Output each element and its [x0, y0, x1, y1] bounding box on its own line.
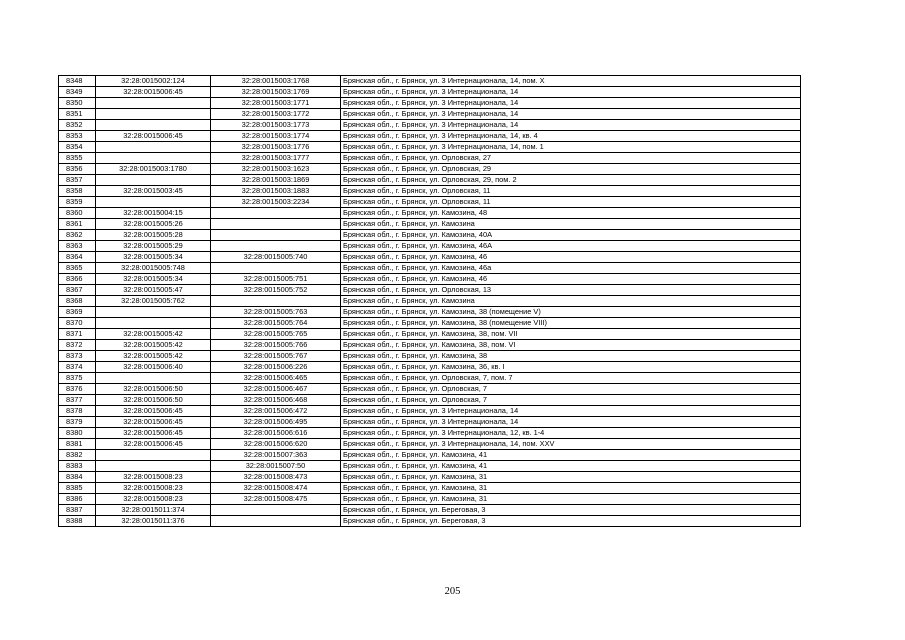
address-cell: Брянская обл., г. Брянск, ул. Камозина, 38, пом. VI: [341, 340, 801, 351]
table-row: [59, 329, 801, 340]
row-number-cell: 8387: [59, 505, 96, 516]
building-cadastral-cell: 32:28:0015005:752: [211, 285, 341, 296]
table-row: [59, 142, 801, 153]
row-number-cell: 8357: [59, 175, 96, 186]
address-cell: Брянская обл., г. Брянск, ул. Камозина, 38: [341, 351, 801, 362]
address-cell: Брянская обл., г. Брянск, ул. Камозина: [341, 296, 801, 307]
register-table-body: [59, 76, 801, 527]
address-cell: Брянская обл., г. Брянск, ул. 3 Интернационала, 12, кв. 1-4: [341, 428, 801, 439]
parcel-cadastral-cell: 32:28:0015003:45: [96, 186, 211, 197]
table-row: [59, 318, 801, 329]
address-cell: Брянская обл., г. Брянск, ул. Камозина, 40А: [341, 230, 801, 241]
table-row: [59, 131, 801, 142]
address-cell: Брянская обл., г. Брянск, ул. 3 Интернационала, 14, пом. 1: [341, 142, 801, 153]
building-cadastral-cell: 32:28:0015008:473: [211, 472, 341, 483]
table-row: [59, 175, 801, 186]
building-cadastral-cell: 32:28:0015005:763: [211, 307, 341, 318]
table-row: [59, 417, 801, 428]
building-cadastral-cell: 32:28:0015006:495: [211, 417, 341, 428]
parcel-cadastral-cell: [96, 109, 211, 120]
row-number-cell: 8376: [59, 384, 96, 395]
parcel-cadastral-cell: 32:28:0015011:376: [96, 516, 211, 527]
table-row: [59, 472, 801, 483]
row-number-cell: 8353: [59, 131, 96, 142]
row-number-cell: 8374: [59, 362, 96, 373]
row-number-cell: 8351: [59, 109, 96, 120]
parcel-cadastral-cell: 32:28:0015006:45: [96, 406, 211, 417]
parcel-cadastral-cell: 32:28:0015003:1780: [96, 164, 211, 175]
address-cell: Брянская обл., г. Брянск, ул. Орловская, 29, пом. 2: [341, 175, 801, 186]
address-cell: Брянская обл., г. Брянск, ул. Камозина, 41: [341, 450, 801, 461]
row-number-cell: 8373: [59, 351, 96, 362]
row-number-cell: 8369: [59, 307, 96, 318]
address-cell: Брянская обл., г. Брянск, ул. Береговая, 3: [341, 516, 801, 527]
building-cadastral-cell: 32:28:0015003:1771: [211, 98, 341, 109]
parcel-cadastral-cell: 32:28:0015005:42: [96, 340, 211, 351]
address-cell: Брянская обл., г. Брянск, ул. Камозина, 46: [341, 274, 801, 285]
row-number-cell: 8352: [59, 120, 96, 131]
table-row: [59, 274, 801, 285]
parcel-cadastral-cell: 32:28:0015005:42: [96, 329, 211, 340]
address-cell: Брянская обл., г. Брянск, ул. 3 Интернационала, 14, кв. 4: [341, 131, 801, 142]
address-cell: Брянская обл., г. Брянск, ул. 3 Интернационала, 14, пом. X: [341, 76, 801, 87]
building-cadastral-cell: 32:28:0015003:1774: [211, 131, 341, 142]
parcel-cadastral-cell: [96, 142, 211, 153]
parcel-cadastral-cell: 32:28:0015005:26: [96, 219, 211, 230]
row-number-cell: 8365: [59, 263, 96, 274]
parcel-cadastral-cell: 32:28:0015006:50: [96, 384, 211, 395]
row-number-cell: 8382: [59, 450, 96, 461]
address-cell: Брянская обл., г. Брянск, ул. Камозина, 31: [341, 494, 801, 505]
parcel-cadastral-cell: 32:28:0015008:23: [96, 483, 211, 494]
row-number-cell: 8356: [59, 164, 96, 175]
building-cadastral-cell: 32:28:0015003:1772: [211, 109, 341, 120]
address-cell: Брянская обл., г. Брянск, ул. 3 Интернационала, 14: [341, 87, 801, 98]
table-row: [59, 384, 801, 395]
parcel-cadastral-cell: 32:28:0015005:47: [96, 285, 211, 296]
row-number-cell: 8379: [59, 417, 96, 428]
parcel-cadastral-cell: 32:28:0015006:45: [96, 439, 211, 450]
row-number-cell: 8381: [59, 439, 96, 450]
table-row: [59, 307, 801, 318]
table-row: [59, 351, 801, 362]
address-cell: Брянская обл., г. Брянск, ул. Камозина, 41: [341, 461, 801, 472]
row-number-cell: 8378: [59, 406, 96, 417]
parcel-cadastral-cell: 32:28:0015008:23: [96, 472, 211, 483]
row-number-cell: 8370: [59, 318, 96, 329]
table-row: [59, 252, 801, 263]
row-number-cell: 8359: [59, 197, 96, 208]
table-row: [59, 120, 801, 131]
building-cadastral-cell: 32:28:0015007:363: [211, 450, 341, 461]
row-number-cell: 8386: [59, 494, 96, 505]
address-cell: Брянская обл., г. Брянск, ул. Камозина, 38, пом. VII: [341, 329, 801, 340]
table-row: [59, 164, 801, 175]
address-cell: Брянская обл., г. Брянск, ул. Орловская, 7, пом. 7: [341, 373, 801, 384]
building-cadastral-cell: 32:28:0015006:616: [211, 428, 341, 439]
table-row: [59, 87, 801, 98]
row-number-cell: 8363: [59, 241, 96, 252]
building-cadastral-cell: 32:28:0015003:1869: [211, 175, 341, 186]
parcel-cadastral-cell: [96, 461, 211, 472]
address-cell: Брянская обл., г. Брянск, ул. Орловская, 29: [341, 164, 801, 175]
table-row: [59, 494, 801, 505]
table-row: [59, 439, 801, 450]
table-row: [59, 186, 801, 197]
row-number-cell: 8358: [59, 186, 96, 197]
address-cell: Брянская обл., г. Брянск, ул. Орловская, 27: [341, 153, 801, 164]
address-cell: Брянская обл., г. Брянск, ул. 3 Интернационала, 14: [341, 109, 801, 120]
building-cadastral-cell: 32:28:0015003:1777: [211, 153, 341, 164]
building-cadastral-cell: [211, 263, 341, 274]
parcel-cadastral-cell: 32:28:0015005:34: [96, 252, 211, 263]
table-row: [59, 285, 801, 296]
building-cadastral-cell: [211, 241, 341, 252]
row-number-cell: 8385: [59, 483, 96, 494]
register-table: [58, 75, 801, 527]
address-cell: Брянская обл., г. Брянск, ул. Камозина, 38 (помещение V): [341, 307, 801, 318]
parcel-cadastral-cell: 32:28:0015005:748: [96, 263, 211, 274]
address-cell: Брянская обл., г. Брянск, ул. 3 Интернационала, 14: [341, 98, 801, 109]
building-cadastral-cell: 32:28:0015005:764: [211, 318, 341, 329]
row-number-cell: 8371: [59, 329, 96, 340]
building-cadastral-cell: 32:28:0015003:2234: [211, 197, 341, 208]
row-number-cell: 8348: [59, 76, 96, 87]
address-cell: Брянская обл., г. Брянск, ул. Камозина, 31: [341, 472, 801, 483]
parcel-cadastral-cell: 32:28:0015006:45: [96, 131, 211, 142]
building-cadastral-cell: 32:28:0015003:1768: [211, 76, 341, 87]
row-number-cell: 8377: [59, 395, 96, 406]
row-number-cell: 8367: [59, 285, 96, 296]
building-cadastral-cell: 32:28:0015003:1776: [211, 142, 341, 153]
address-cell: Брянская обл., г. Брянск, ул. Орловская, 11: [341, 186, 801, 197]
address-cell: Брянская обл., г. Брянск, ул. Береговая, 3: [341, 505, 801, 516]
address-cell: Брянская обл., г. Брянск, ул. Камозина, 46: [341, 252, 801, 263]
parcel-cadastral-cell: [96, 175, 211, 186]
building-cadastral-cell: 32:28:0015003:1773: [211, 120, 341, 131]
table-row: [59, 219, 801, 230]
building-cadastral-cell: [211, 516, 341, 527]
row-number-cell: 8380: [59, 428, 96, 439]
table-row: [59, 109, 801, 120]
table-row: [59, 362, 801, 373]
table-row: [59, 395, 801, 406]
parcel-cadastral-cell: 32:28:0015002:124: [96, 76, 211, 87]
parcel-cadastral-cell: 32:28:0015005:28: [96, 230, 211, 241]
address-cell: Брянская обл., г. Брянск, ул. Камозина, 46а: [341, 263, 801, 274]
building-cadastral-cell: [211, 296, 341, 307]
table-row: [59, 98, 801, 109]
address-cell: Брянская обл., г. Брянск, ул. Орловская, 11: [341, 197, 801, 208]
building-cadastral-cell: [211, 230, 341, 241]
table-row: [59, 516, 801, 527]
table-row: [59, 461, 801, 472]
page-number: 205: [444, 586, 461, 597]
building-cadastral-cell: 32:28:0015005:751: [211, 274, 341, 285]
parcel-cadastral-cell: [96, 318, 211, 329]
row-number-cell: 8350: [59, 98, 96, 109]
building-cadastral-cell: 32:28:0015006:467: [211, 384, 341, 395]
parcel-cadastral-cell: 32:28:0015011:374: [96, 505, 211, 516]
row-number-cell: 8355: [59, 153, 96, 164]
building-cadastral-cell: 32:28:0015005:767: [211, 351, 341, 362]
row-number-cell: 8366: [59, 274, 96, 285]
address-cell: Брянская обл., г. Брянск, ул. Орловская, 7: [341, 384, 801, 395]
building-cadastral-cell: 32:28:0015008:474: [211, 483, 341, 494]
table-row: [59, 153, 801, 164]
parcel-cadastral-cell: 32:28:0015006:45: [96, 87, 211, 98]
address-cell: Брянская обл., г. Брянск, ул. Камозина: [341, 219, 801, 230]
address-cell: Брянская обл., г. Брянск, ул. Орловская, 7: [341, 395, 801, 406]
building-cadastral-cell: 32:28:0015006:620: [211, 439, 341, 450]
table-row: [59, 208, 801, 219]
parcel-cadastral-cell: 32:28:0015008:23: [96, 494, 211, 505]
building-cadastral-cell: 32:28:0015005:740: [211, 252, 341, 263]
parcel-cadastral-cell: 32:28:0015005:762: [96, 296, 211, 307]
building-cadastral-cell: 32:28:0015003:1769: [211, 87, 341, 98]
parcel-cadastral-cell: [96, 373, 211, 384]
table-row: [59, 373, 801, 384]
row-number-cell: 8372: [59, 340, 96, 351]
row-number-cell: 8354: [59, 142, 96, 153]
parcel-cadastral-cell: 32:28:0015005:34: [96, 274, 211, 285]
building-cadastral-cell: 32:28:0015005:766: [211, 340, 341, 351]
table-row: [59, 296, 801, 307]
building-cadastral-cell: 32:28:0015008:475: [211, 494, 341, 505]
row-number-cell: 8383: [59, 461, 96, 472]
building-cadastral-cell: 32:28:0015003:1623: [211, 164, 341, 175]
building-cadastral-cell: 32:28:0015007:50: [211, 461, 341, 472]
address-cell: Брянская обл., г. Брянск, ул. 3 Интернационала, 14: [341, 417, 801, 428]
table-row: [59, 263, 801, 274]
parcel-cadastral-cell: 32:28:0015006:40: [96, 362, 211, 373]
row-number-cell: 8375: [59, 373, 96, 384]
row-number-cell: 8364: [59, 252, 96, 263]
row-number-cell: 8361: [59, 219, 96, 230]
table-row: [59, 483, 801, 494]
address-cell: Брянская обл., г. Брянск, ул. 3 Интернационала, 14: [341, 406, 801, 417]
building-cadastral-cell: 32:28:0015005:765: [211, 329, 341, 340]
building-cadastral-cell: 32:28:0015006:472: [211, 406, 341, 417]
row-number-cell: 8388: [59, 516, 96, 527]
parcel-cadastral-cell: [96, 197, 211, 208]
address-cell: Брянская обл., г. Брянск, ул. Камозина, 48: [341, 208, 801, 219]
address-cell: Брянская обл., г. Брянск, ул. 3 Интернационала, 14: [341, 120, 801, 131]
address-cell: Брянская обл., г. Брянск, ул. Камозина, 46А: [341, 241, 801, 252]
table-row: [59, 505, 801, 516]
parcel-cadastral-cell: [96, 153, 211, 164]
table-row: [59, 241, 801, 252]
address-cell: Брянская обл., г. Брянск, ул. Камозина, 36, кв. I: [341, 362, 801, 373]
parcel-cadastral-cell: [96, 450, 211, 461]
row-number-cell: 8384: [59, 472, 96, 483]
parcel-cadastral-cell: 32:28:0015006:45: [96, 428, 211, 439]
row-number-cell: 8360: [59, 208, 96, 219]
building-cadastral-cell: 32:28:0015006:468: [211, 395, 341, 406]
building-cadastral-cell: 32:28:0015006:226: [211, 362, 341, 373]
row-number-cell: 8362: [59, 230, 96, 241]
table-row: [59, 76, 801, 87]
table-row: [59, 340, 801, 351]
table-row: [59, 230, 801, 241]
parcel-cadastral-cell: [96, 120, 211, 131]
table-row: [59, 450, 801, 461]
parcel-cadastral-cell: [96, 98, 211, 109]
address-cell: Брянская обл., г. Брянск, ул. Камозина, 31: [341, 483, 801, 494]
parcel-cadastral-cell: [96, 307, 211, 318]
building-cadastral-cell: [211, 505, 341, 516]
address-cell: Брянская обл., г. Брянск, ул. 3 Интернационала, 14, пом. XXV: [341, 439, 801, 450]
row-number-cell: 8368: [59, 296, 96, 307]
table-row: [59, 428, 801, 439]
address-cell: Брянская обл., г. Брянск, ул. Орловская, 13: [341, 285, 801, 296]
parcel-cadastral-cell: 32:28:0015005:42: [96, 351, 211, 362]
table-row: [59, 406, 801, 417]
address-cell: Брянская обл., г. Брянск, ул. Камозина, 38 (помещение VIII): [341, 318, 801, 329]
parcel-cadastral-cell: 32:28:0015006:45: [96, 417, 211, 428]
row-number-cell: 8349: [59, 87, 96, 98]
parcel-cadastral-cell: 32:28:0015005:29: [96, 241, 211, 252]
building-cadastral-cell: 32:28:0015003:1883: [211, 186, 341, 197]
parcel-cadastral-cell: 32:28:0015006:50: [96, 395, 211, 406]
table-row: [59, 197, 801, 208]
building-cadastral-cell: [211, 219, 341, 230]
building-cadastral-cell: [211, 208, 341, 219]
parcel-cadastral-cell: 32:28:0015004:15: [96, 208, 211, 219]
building-cadastral-cell: 32:28:0015006:465: [211, 373, 341, 384]
